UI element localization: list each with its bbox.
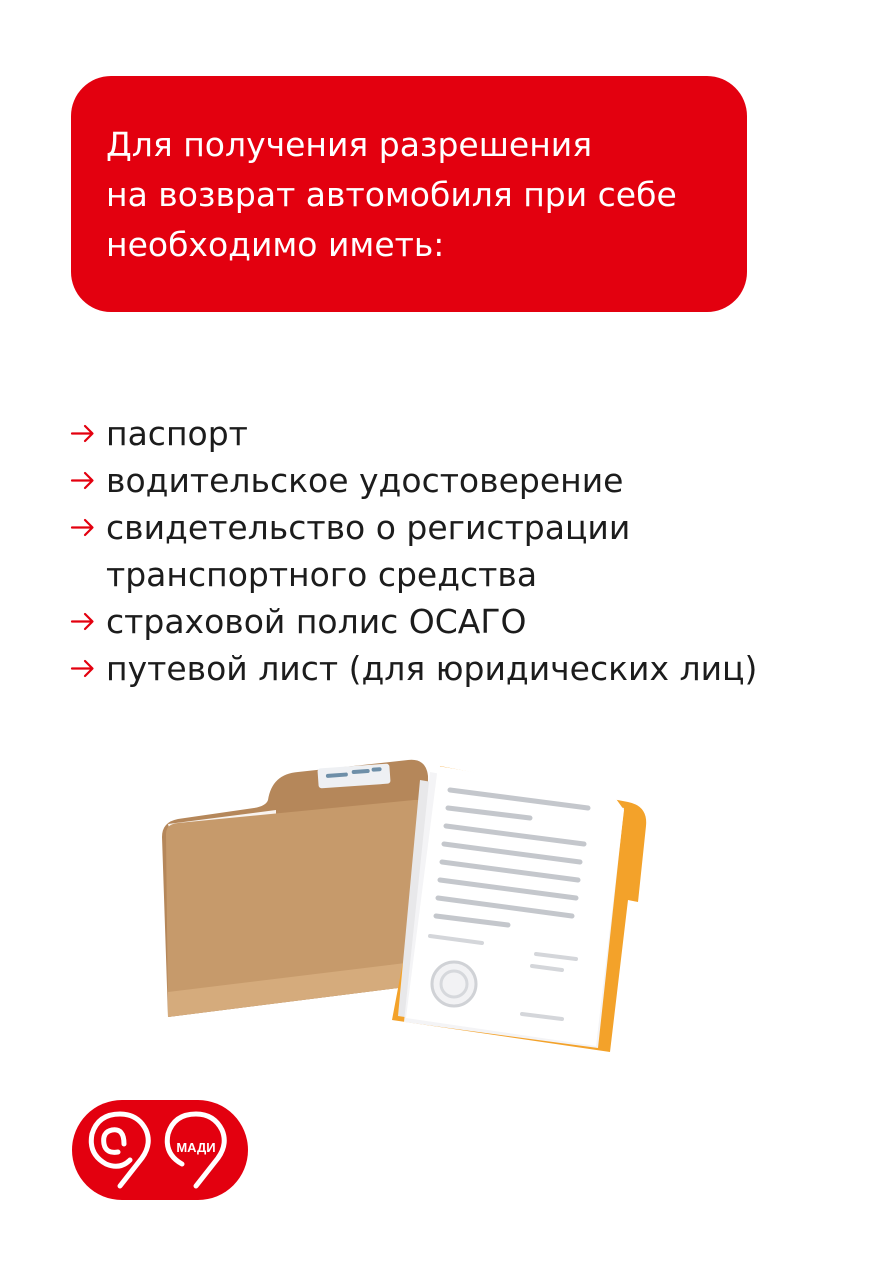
arrow-right-icon [68, 645, 98, 692]
info-banner [71, 76, 747, 312]
document-label-continued: транспортного средства [106, 555, 538, 594]
arrow-right-icon [68, 504, 98, 551]
document-label: паспорт [106, 414, 248, 453]
banner-line: на возврат автомобиля при себе [106, 175, 677, 214]
documents-list [68, 410, 757, 692]
document-item [68, 457, 757, 504]
banner-line: Для получения разрешения [106, 125, 593, 164]
logo-mark [72, 1100, 248, 1200]
document-icon [392, 766, 646, 1052]
folder-icon [162, 760, 430, 1017]
arrow-right-icon [68, 598, 98, 645]
documents-illustration [158, 752, 668, 1062]
document-label: страховой полис ОСАГО [106, 602, 527, 641]
document-item [68, 410, 757, 457]
arrow-right-icon [68, 410, 98, 457]
logo-text: МАДИ [176, 1140, 216, 1155]
document-item [68, 504, 757, 598]
banner-line: необходимо иметь: [106, 225, 445, 264]
document-label: водительское удостоверение [106, 461, 624, 500]
document-item [68, 598, 757, 645]
document-item [68, 645, 757, 692]
document-label: свидетельство о регистрации [106, 508, 631, 547]
stamp-icon [432, 962, 476, 1006]
arrow-right-icon [68, 457, 98, 504]
mos-99-logo [72, 1100, 248, 1200]
document-label: путевой лист (для юридических лиц) [106, 649, 758, 688]
